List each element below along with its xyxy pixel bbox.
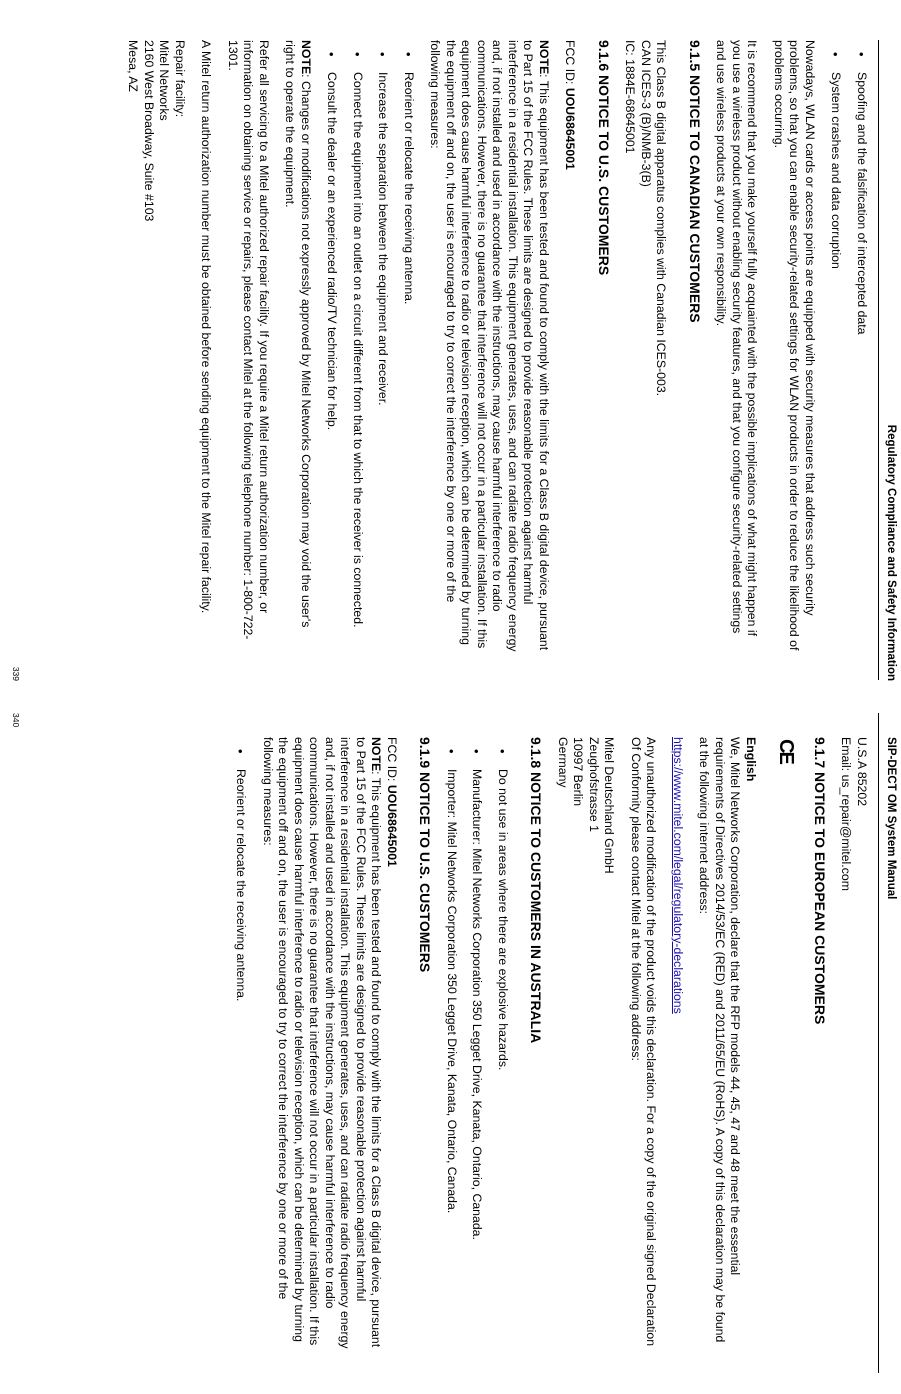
list-item: • Increase the separation between the equipment and receiver. — [375, 40, 391, 652]
list-item: • Importer: Mitel Networks Corporation 350 Legget Drive, Kanata, Ontario, Canada. — [444, 737, 460, 1349]
header-rule — [878, 40, 879, 680]
ce-mark-icon: CE — [775, 739, 798, 763]
section-heading-australia: 9.1.8 NOTICE TO CUSTOMERS IN AUSTRALIA — [528, 737, 545, 1044]
australia-list — [444, 737, 511, 1349]
note-label: NOTE — [369, 737, 384, 772]
address-line: Email: us_repair@mitel.com — [839, 737, 854, 891]
page-number: 339 — [11, 666, 21, 681]
list-item: • Reorient or relocate the receiving antenna. — [233, 737, 249, 1349]
threat-list — [828, 40, 869, 652]
address-line: U.S.A 85202 — [855, 737, 869, 807]
page-header: SIP-DECT OM System Manual — [885, 737, 897, 900]
fcc-id-label: FCC ID: — [563, 40, 578, 88]
fcc-note — [427, 40, 551, 652]
list-item: • Spoofing and the falsification of intercepted data — [854, 40, 870, 652]
fcc-id-value: UOU68645001 — [563, 87, 578, 170]
paragraph-declaration: We, Mitel Networks Corporation, declare that the RFP models 44, 45, 47 and 48 meet the essential requirements of Directives 2014/53/EC (RED) and 2011/65/EU (RoHS). A copy of this declaration may be found at the following internet address: — [697, 737, 743, 1343]
section-heading-canada: 9.1.5 NOTICE TO CANADIAN CUSTOMERS — [687, 40, 703, 323]
fcc-id-label: FCC ID: — [385, 737, 399, 785]
fcc-note — [260, 737, 384, 1349]
paragraph-servicing: Refer all servicing to a Mitel authorized repair facility. If you require a Mitel return authorization number, or information on obtaining service or repairs, please contact Mitel at the following telephone number: 1-800-722-1301. — [226, 40, 271, 640]
repair-address — [125, 40, 187, 652]
mitel-germany-address — [555, 737, 617, 1349]
header-rule — [878, 713, 879, 1373]
list-item: • Do not use in areas where there are explosive hazards. — [495, 737, 511, 1349]
note-text: : Changes or modifications not expressly approved by Mitel Networks Corporation may void the user's right to operate the equipment. — [283, 40, 313, 628]
english-label-text: English — [744, 737, 758, 782]
address-line: 10997 Berlin — [571, 737, 586, 807]
paragraph-unauthorized: Any unauthorized modification of the product voids this declaration. For a copy of the original signed Declaration Of Conformity please contact Mitel at the following address: — [629, 737, 659, 1347]
list-item: • Manufacturer: Mitel Networks Corporation 350 Legget Drive, Kanata, Ontario, Canada. — [469, 737, 485, 1349]
canada-line-1: This Class B digital apparatus complies with Canadian ICES-003. — [654, 40, 669, 397]
section-heading-europe: 9.1.7 NOTICE TO EUROPEAN CUSTOMERS — [812, 737, 828, 1025]
section-heading-us-2: 9.1.9 NOTICE TO U.S. CUSTOMERS — [417, 737, 434, 973]
measures-list — [324, 40, 416, 652]
paragraph-recommend: It is recommend that you make yourself fully acquainted with the possible implications of what might happen if you use a wireless product without enabling security features, and that you configure security-related settings and use wireless products at your own responsibility. — [714, 40, 760, 637]
list-item: • Reorient or relocate the receiving antenna. — [401, 40, 417, 652]
note-label: NOTE — [299, 40, 313, 75]
page-header: Regulatory Compliance and Safety Information — [885, 424, 897, 681]
paragraph-wlan: Nowadays, WLAN cards or access points are equipped with security measures that address such security problems, so that you can enable security-related settings for WLAN products in order to reduce the likelihood of problems occurring. — [772, 40, 817, 651]
measures-list — [233, 737, 249, 1349]
paragraph-return: A Mitel return authorization number must be obtained before sending equipment to the Mitel repair facility. — [199, 40, 214, 614]
fcc-id — [562, 40, 578, 652]
note-text: : This equipment has been tested and found to comply with the limits for a Class B digital device, pursuant to Part 15 of the FCC Rules. These limits are designed to provide reasonable protection against harmful interference in a residential installation. This equipment generates, uses, and can radiate radio frequency energy and, if not installed and used in accordance with the instructions, may cause harmful interference to radio communications. However, there is no guarantee that interference will not occur in a particular installation. If this equipment does cause harmful interference to radio or television reception, which can be determined by turning the equipment off and on, the user is encouraged to try to correct the interference by one or more of the following measures: — [428, 40, 551, 652]
address-line: Mitel Networks — [157, 40, 172, 121]
page-content — [222, 737, 869, 1349]
address-line: 2160 West Broadway, Suite #103 — [142, 40, 156, 222]
page-content — [114, 40, 869, 652]
address-line: Mitel Deutschland GmbH — [602, 737, 617, 874]
list-item: • Consult the dealer or an experienced radio/TV technician for help. — [324, 40, 340, 652]
note-text: : This equipment has been tested and found to comply with the limits for a Class B digital device, pursuant to Part 15 of the FCC Rules. These limits are designed to provide reasonable protection against harmful interference in a residential installation. This equipment generates, uses, and can radiate radio frequency energy and, if not installed and used in accordance with the instructions, may cause harmful interference to radio communications. However, there is no guarantee that interference will not occur in a particular installation. If this equipment does cause harmful interference to radio or television reception, which can be determined by turning the equipment off and on, the user is encouraged to try to correct the interference by one or more of the following measures: — [261, 737, 384, 1349]
fcc-id — [384, 737, 400, 1349]
address-line: Repair facility: — [173, 40, 187, 118]
address-line: Zeughofstrasse 1 — [587, 737, 601, 833]
page-number: 340 — [11, 713, 21, 728]
canada-line-3: IC: 1884E-68645001 — [623, 40, 638, 154]
note-label: NOTE — [537, 40, 551, 75]
list-item: • System crashes and data corruption — [828, 40, 844, 652]
changes-note — [282, 40, 313, 652]
address-line: Mesa, AZ — [126, 40, 141, 92]
fcc-id-value: UOU68645001 — [385, 784, 399, 867]
address-line: Germany — [556, 737, 570, 788]
declaration-link-row — [670, 737, 686, 1349]
english-label — [743, 737, 759, 1349]
address-continued — [838, 737, 869, 1349]
section-heading-us: 9.1.6 NOTICE TO U.S. CUSTOMERS — [596, 40, 612, 276]
canada-line-2: CAN ICES-3 (B)/NMB-3(B) — [639, 40, 653, 187]
list-item: • Connect the equipment into an outlet on a circuit different from that to which the receiver is connected. — [350, 40, 366, 652]
declaration-link[interactable]: https://www.mitel.com/legal/regulatory-declarations — [671, 737, 685, 1014]
page-340 — [0, 697, 901, 1394]
